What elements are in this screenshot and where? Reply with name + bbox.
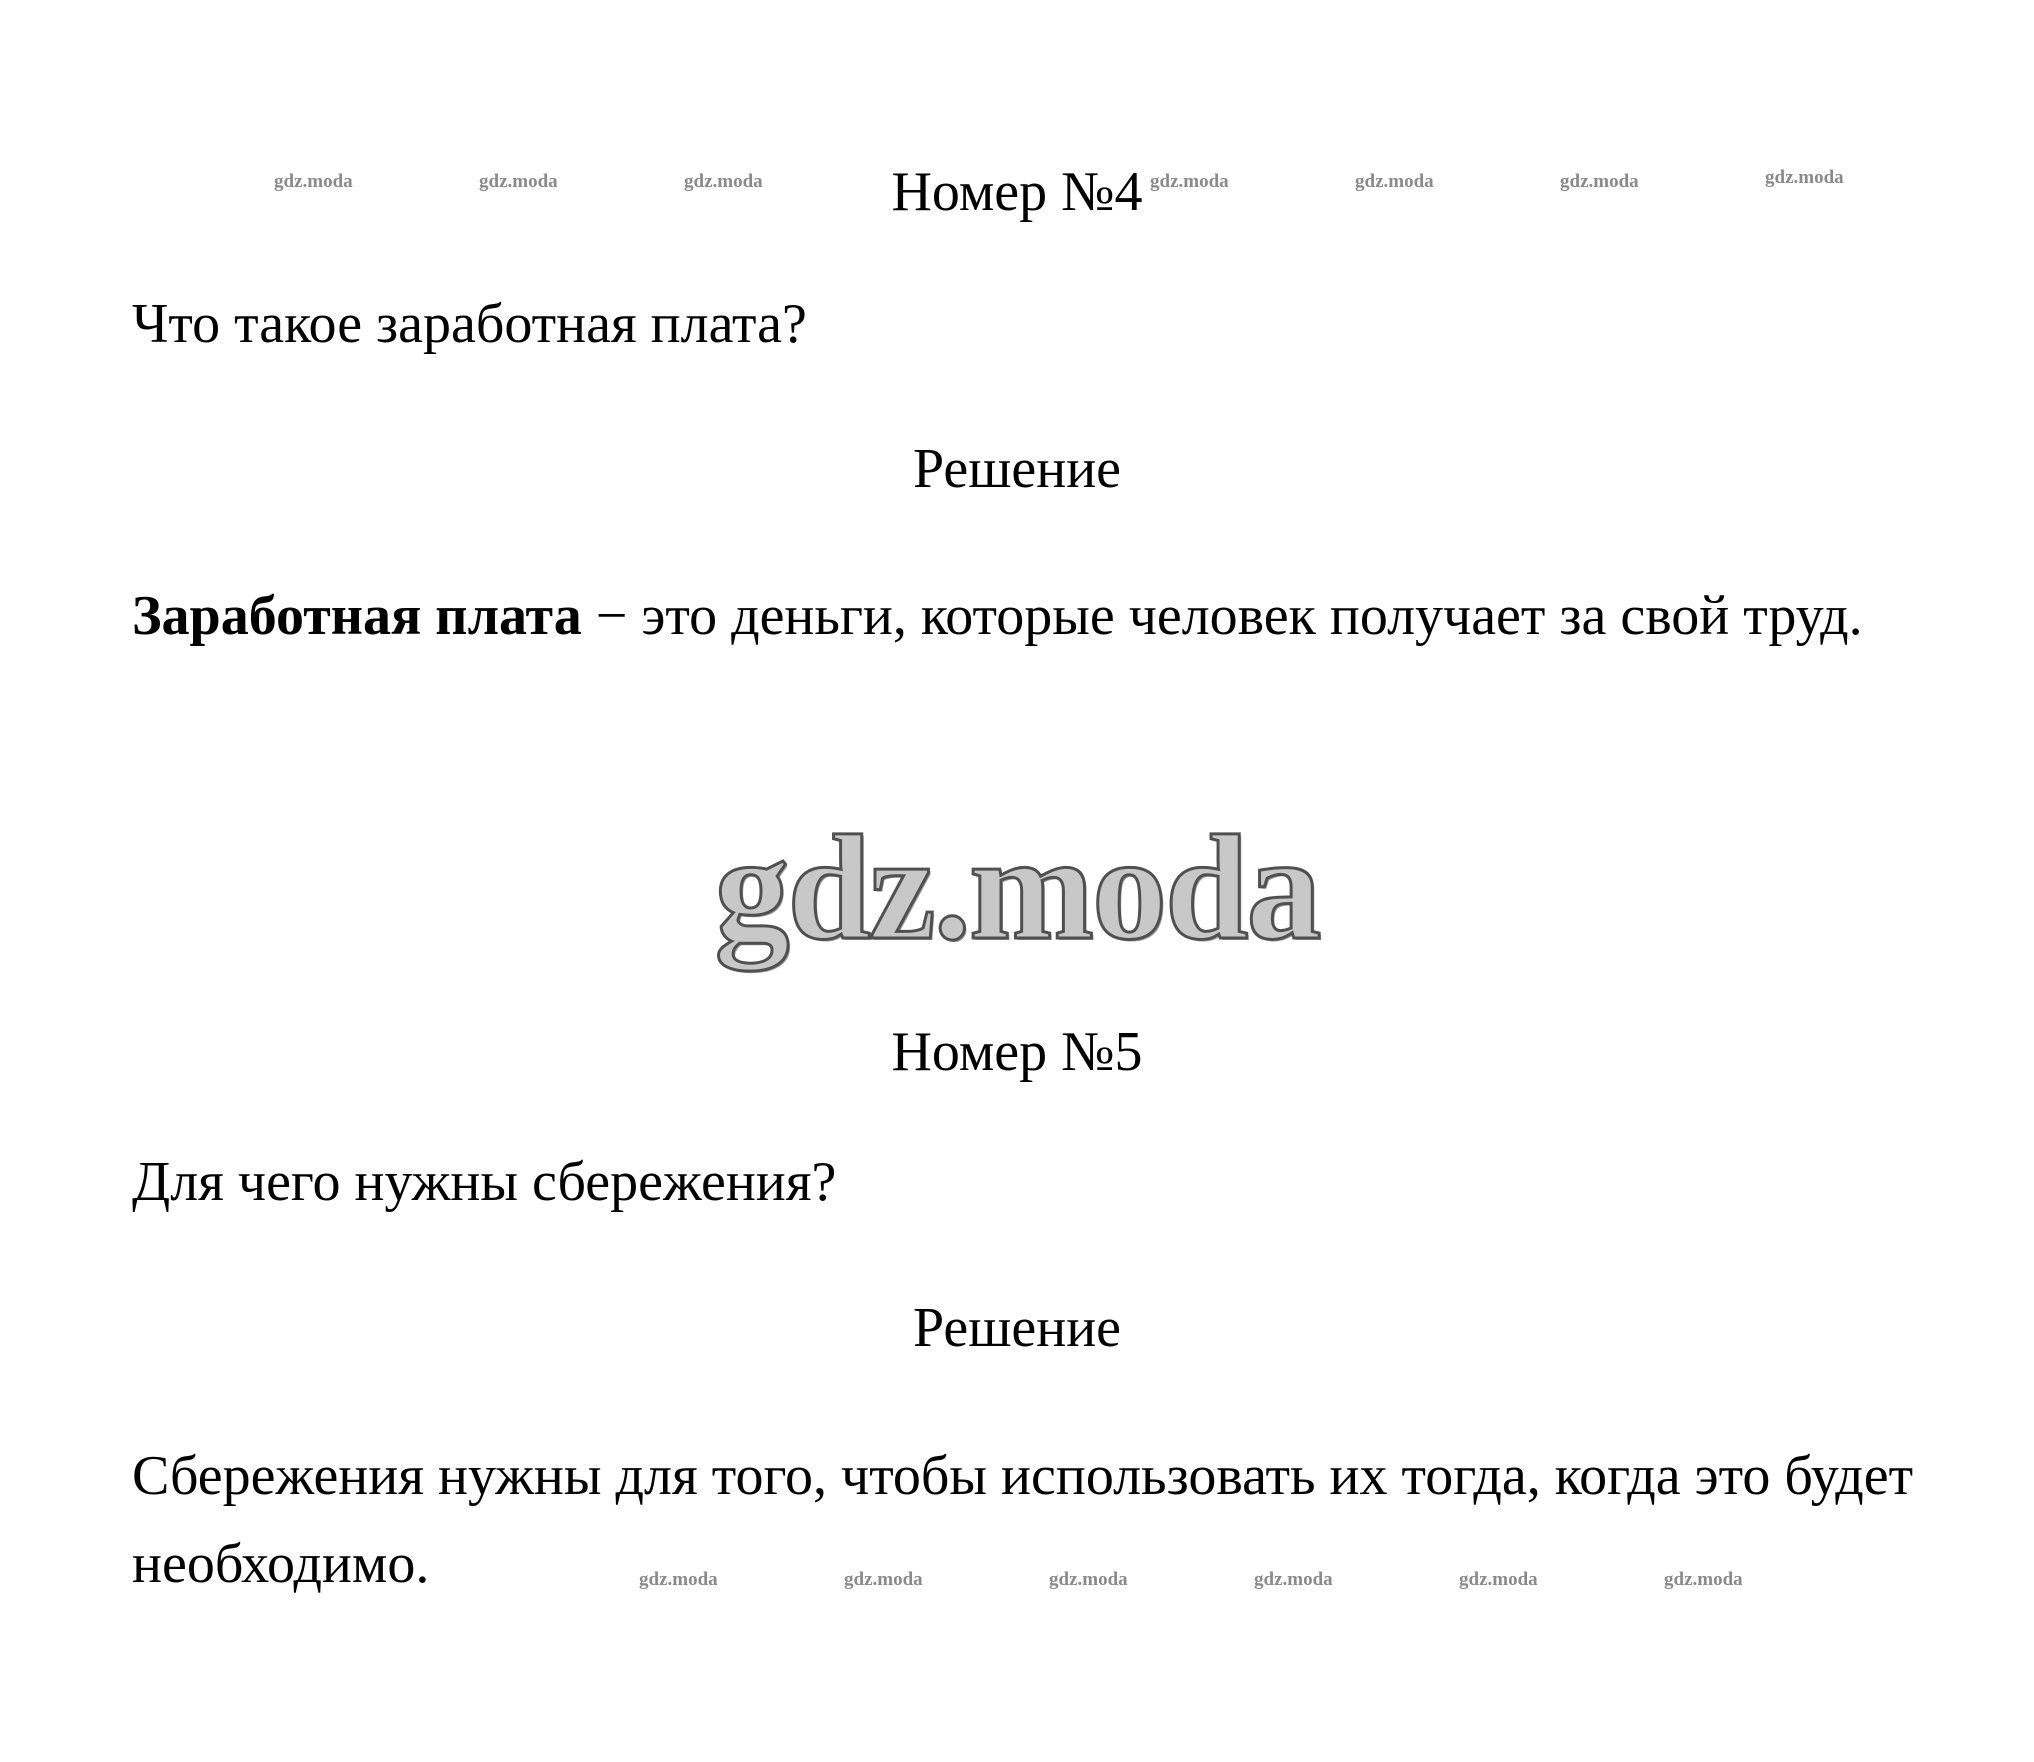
task-5-answer: Сбережения нужны для того, чтобы использовать их тогда, когда это будет необходимо. [132,1445,1914,1595]
watermark-small: gdz.moda [1459,1569,1538,1590]
task-4-solution-label: Решение [912,438,1122,500]
watermark-small: gdz.moda [1560,171,1639,192]
watermark-small: gdz.moda [684,171,763,192]
task-4-question: Что такое заработная плата? [132,293,807,355]
watermark-small: gdz.moda [1765,167,1844,188]
watermark-small: gdz.moda [639,1569,718,1590]
watermark-small: gdz.moda [1664,1569,1743,1590]
watermark-small: gdz.moda [1150,171,1229,192]
watermark-small: gdz.moda [1355,171,1434,192]
watermark-small: gdz.moda [479,171,558,192]
answer-term: Заработная плата [132,585,582,647]
task-5-solution-label: Решение [912,1297,1122,1359]
task-5-question: Для чего нужны сбережения? [132,1151,837,1213]
watermark-large: gdz.moda [714,805,1320,971]
answer-definition: − это деньги, которые человек получает за свой труд. [581,585,1863,647]
watermark-small: gdz.moda [1049,1569,1128,1590]
task-4-heading: Номер №4 [891,161,1143,223]
watermark-small: gdz.moda [844,1569,923,1590]
watermark-small: gdz.moda [274,171,353,192]
watermark-small: gdz.moda [1254,1569,1333,1590]
task-5-heading: Номер №5 [891,1021,1143,1083]
task-4-answer [132,572,1932,660]
